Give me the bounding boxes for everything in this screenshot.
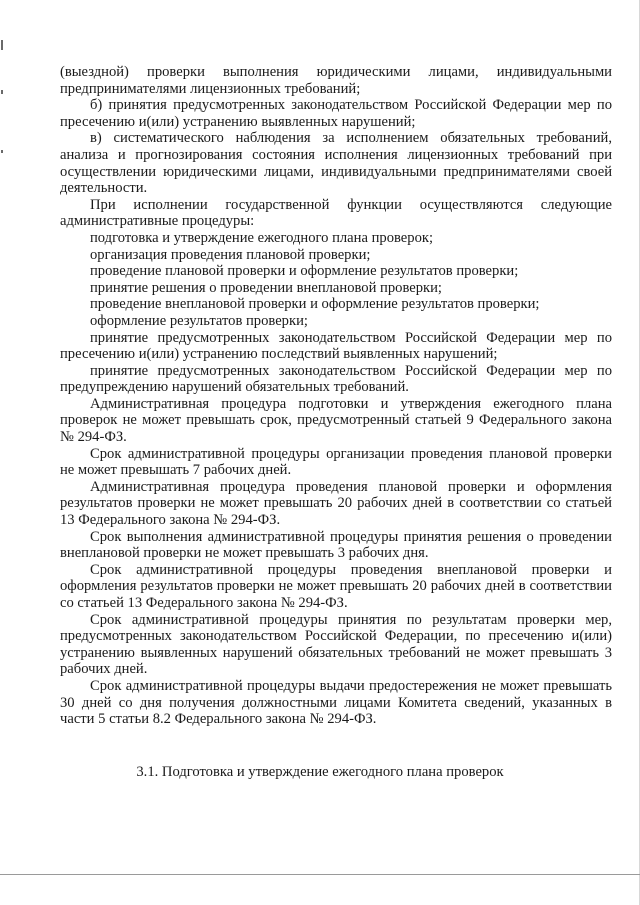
scan-edge-mark	[1, 90, 3, 94]
procedure-list-item: проведение внеплановой проверки и оформление результатов проверки;	[90, 296, 540, 313]
body-paragraph: б) принятия предусмотренных законодательством Российской Федерации мер по пресечению и(или) устранению выявленных нарушений;	[60, 97, 612, 130]
body-paragraph: При исполнении государственной функции осуществляются следующие административные процедуры:	[60, 196, 612, 230]
body-paragraph: Административная процедура проведения плановой проверки и оформления результатов проверки не может превышать 20 рабочих дней в соответствии со статьей 13 Федерального закона № 294-ФЗ.	[60, 478, 612, 529]
procedure-list-item: организация проведения плановой проверки;	[90, 246, 371, 263]
body-paragraph: Срок административной процедуры выдачи предостережения не может превышать 30 дней со дня получения должностными лицами Комитета сведений, указанных в части 5 статьи 8.2 Федерального закона № 294-ФЗ.	[60, 677, 612, 728]
body-paragraph: Срок административной процедуры проведения внеплановой проверки и оформления результатов проверки не может превышать 20 рабочих дней в соответствии со статьей 13 Федерального закона № 294-ФЗ.	[60, 561, 612, 611]
procedure-list-item: подготовка и утверждение ежегодного плана проверок;	[90, 229, 434, 246]
scan-edge-mark	[1, 40, 3, 50]
procedure-list-item: принятие решения о проведении внеплановой проверки;	[90, 279, 442, 296]
body-paragraph: принятие предусмотренных законодательством Российской Федерации мер по пресечению и(или) устранению последствий выявленных нарушений;	[60, 329, 612, 363]
page-bottom-rule	[0, 874, 640, 875]
body-paragraph: (выездной) проверки выполнения юридическими лицами, индивидуальными предпринимателями лицензионных требований;	[60, 64, 612, 97]
body-paragraph: Административная процедура подготовки и утверждения ежегодного плана проверок не может превышать срок, предусмотренный статьей 9 Федерального закона № 294-ФЗ.	[60, 395, 612, 446]
body-paragraph: в) систематического наблюдения за исполнением обязательных требований, анализа и прогнозирования состояния исполнения лицензионных требований при осуществлении юридическими лицами, индивидуальными предпринимателями своей деятельности.	[60, 130, 612, 197]
body-paragraph: Срок административной процедуры организации проведения плановой проверки не может превышать 7 рабочих дней.	[60, 445, 612, 479]
body-paragraph: Срок выполнения административной процедуры принятия решения о проведении внеплановой проверки не может превышать 3 рабочих дня.	[60, 528, 612, 562]
section-heading: 3.1. Подготовка и утверждение ежегодного плана проверок	[136, 764, 504, 780]
document-body	[60, 64, 612, 728]
scan-edge-mark	[1, 150, 3, 153]
procedure-list-item: оформление результатов проверки;	[90, 312, 308, 329]
body-paragraph: принятие предусмотренных законодательством Российской Федерации мер по предупреждению нарушений обязательных требований.	[60, 362, 612, 396]
body-paragraph: Срок административной процедуры принятия по результатам проверки мер, предусмотренных законодательством Российской Федерации, по пресечению и(или) устранению выявленных нарушений обязательных требований не может превышать 3 рабочих дней.	[60, 611, 612, 678]
procedure-list-item: проведение плановой проверки и оформление результатов проверки;	[90, 263, 519, 280]
